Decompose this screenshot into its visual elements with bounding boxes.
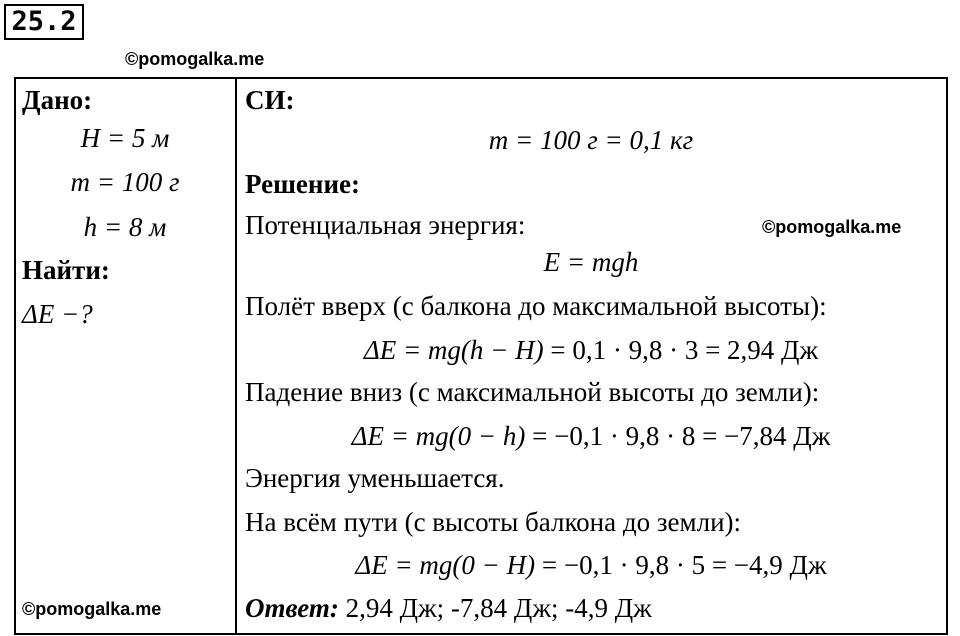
problem-number: 25.2	[4, 4, 84, 40]
up-formula	[238, 335, 944, 365]
down-lhs: ΔE = mg(0 − h)	[351, 421, 526, 451]
potential-label: Потенциальная энергия:	[245, 210, 526, 240]
si-conversion: m = 100 г = 0,1 кг	[488, 125, 694, 155]
given-item: H = 5 м	[80, 123, 170, 153]
up-label: Полёт вверх (с балкона до максимальной высоты):	[245, 291, 827, 321]
total-label: На всём пути (с высоты балкона до земли):	[245, 507, 742, 537]
watermark-top: ©pomogalka.me	[125, 49, 265, 69]
down-rhs: = −0,1 · 9,8 · 8 = −7,84 Дж	[525, 421, 831, 451]
answer-value: 2,94 Дж; -7,84 Дж; -4,9 Дж	[338, 593, 652, 623]
column-divider	[235, 77, 237, 633]
find-heading: Найти:	[22, 255, 110, 285]
watermark-middle: ©pomogalka.me	[762, 217, 902, 237]
potential-formula: E = mgh	[543, 247, 639, 277]
si-heading: СИ:	[245, 85, 295, 115]
decrease-note: Энергия уменьшается.	[245, 463, 505, 493]
total-lhs: ΔE = mg(0 − H)	[355, 550, 536, 580]
total-formula	[238, 550, 944, 580]
given-heading: Дано:	[22, 85, 93, 115]
answer-line	[245, 593, 652, 623]
up-rhs: = 0,1 · 9,8 · 3 = 2,94 Дж	[543, 335, 819, 365]
find-value: ΔE −?	[22, 299, 93, 329]
up-lhs: ΔE = mg(h − H)	[363, 335, 544, 365]
given-item: m = 100 г	[70, 167, 180, 197]
total-rhs: = −0,1 · 9,8 · 5 = −4,9 Дж	[535, 550, 827, 580]
watermark-bottom: ©pomogalka.me	[22, 599, 162, 619]
down-formula	[238, 421, 944, 451]
given-item: h = 8 м	[83, 212, 167, 242]
solution-heading: Решение:	[245, 169, 360, 199]
down-label: Падение вниз (с максимальной высоты до земли):	[245, 377, 820, 407]
answer-label: Ответ:	[245, 593, 339, 623]
